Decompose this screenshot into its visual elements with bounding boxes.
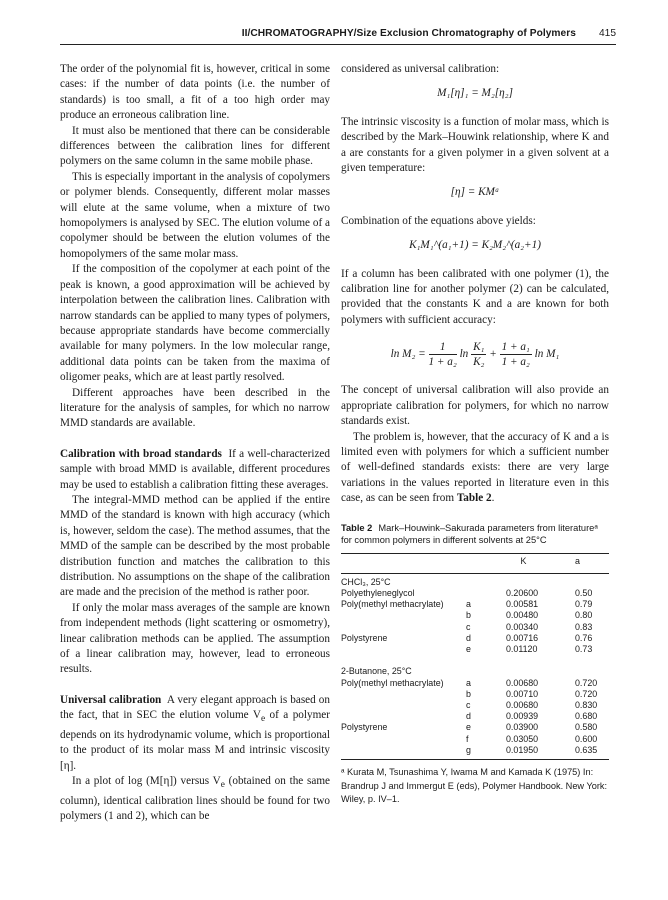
table-cell-k: 0.00340 [506, 621, 539, 632]
table-cell-a: 0.580 [575, 722, 598, 733]
table-cell-k [486, 573, 561, 588]
table-cell-polymer [341, 711, 466, 722]
table-cell-polymer: Polystyrene [341, 722, 388, 733]
section-heading-universal-calibration: Universal calibration [60, 693, 162, 706]
table-row [341, 745, 609, 760]
paragraph: The intrinsic viscosity is a function of molar mass, which is described by the Mark–Houwink relationship, where K and a are constants for a given polymer in a given solvent at a given temperature: [341, 115, 609, 175]
table-cell-polymer: Polystyrene [341, 632, 388, 643]
table-cell-polymer: Poly(methyl methacrylate) [341, 599, 444, 610]
table-cell-polymer: CHCl₃, 25°C [341, 573, 466, 588]
paragraph: If the composition of the copolymer at each point of the peak is known, a good approximation will be achieved by interpolation between the calibration lines. Calibration with narrow standards can be applied to many types of polymers, because appropriate standards have become commercially available for many polymers. In the low molecular range, additional data points can be taken from the maxima of oligomer peaks, which are at least partly resolved. [60, 263, 330, 384]
paragraph: The integral-MMD method can be applied if the entire MMD of the standard is known with high accuracy (which is, however, seldom the case). The method assumes, that the MMD of the sample can be described by the most probable distribution function and matches the calibration to this distribution. No assumptions on the shape of the calibration are made and the precision of the method is rather poor. [60, 493, 330, 599]
table-cell-ref [466, 588, 486, 599]
table-header-row [341, 553, 609, 573]
paragraph: The problem is, however, that the accuracy of K and a is limited even with polymers for which a sufficient number of well-defined standards exists: there are very large variations in the values reported in literature even in this case, as can be seen from Table 2. [341, 430, 609, 505]
running-header [60, 14, 616, 44]
section-heading-broad-standards: Calibration with broad standards [60, 447, 222, 460]
paragraph: Calibration with broad standards If a well-characterized sample with broad MMD is available, different procedures may be used to establish a calibration fitting these averages. [60, 447, 330, 491]
paragraph: This is especially important in the analysis of copolymers or polymer blends. Consequently, different molar masses will elute at the same volume, when a mixture of two homopolymers is analysed by SEC. The elution volume of a copolymer should be between the elution volumes of the homopolymers of the same molar mass. [60, 170, 330, 260]
table-cell-k: 0.00939 [506, 711, 539, 722]
table-cell-k: 0.01950 [486, 745, 561, 760]
paragraph: It must also be mentioned that there can be considerable differences between the calibration lines for different polymers on the same column in the same mobile phase. [60, 124, 330, 168]
table-cell-a [561, 573, 609, 588]
table-cell-a: 0.73 [575, 643, 593, 654]
table-cell-polymer [341, 644, 466, 655]
table-cell-polymer [341, 700, 466, 711]
table-cell-polymer: Poly(methyl methacrylate) [341, 677, 444, 688]
table-cell-k: 0.00581 [506, 599, 539, 610]
table-cell-a: 0.680 [575, 711, 598, 722]
table-cell-k [486, 655, 561, 666]
table-cell-a: 0.635 [561, 745, 609, 760]
page-number: 415 [599, 28, 616, 39]
table-row [341, 700, 609, 711]
table-cell-k: 0.00716 [506, 632, 539, 643]
table-cell-ref: e [466, 722, 471, 733]
paragraph: The order of the polynomial fit is, however, critical in some cases: if the number of data points (i.e. the number of standards) is too small, a fit of a too high order may produce an erroneous calibration line. [60, 63, 330, 122]
paragraph: The concept of universal calibration will also provide an appropriate calibration for polymers, for which no narrow standards exist. [341, 384, 609, 428]
table-cell-ref: g [466, 745, 486, 760]
table-cell-ref: c [466, 699, 471, 710]
table-row [341, 711, 609, 722]
paragraph: Different approaches have been described in the literature for the analysis of samples, for which no narrow MMD standards are available. [60, 386, 330, 430]
equation-combined: K₁M₁^(a₁+1) = K₂M₂^(a₂+1) [409, 239, 541, 252]
table-cell-k: 0.00710 [506, 688, 539, 699]
paragraph: If only the molar mass averages of the sample are known from independent methods (light scattering or osmometry), linear calibration methods can be applied. The assumption of a linear calibration may, however, lead to erroneous results. [60, 601, 330, 676]
table-row [341, 666, 609, 677]
table-cell-ref: b [466, 688, 471, 699]
table-cell-a: 0.600 [575, 733, 598, 744]
table-cell-ref: c [466, 621, 471, 632]
paragraph: In a plot of log (M[η]) versus $V_e$ (obtained on the same column), identical calibration lines should be found for two polymers (1 and 2), which can be [60, 775, 330, 823]
table-cell-k: 0.01120 [506, 643, 538, 654]
left-column [60, 62, 330, 825]
paragraph: Combination of the equations above yields: [341, 214, 536, 227]
table-cell-ref: d [466, 711, 471, 722]
table-cell-ref: e [466, 643, 471, 654]
table-cell-polymer [341, 655, 466, 666]
table-cell-polymer: 2-Butanone, 25°C [341, 666, 412, 677]
table-cell-ref: a [466, 599, 471, 610]
table-row [341, 610, 609, 621]
table-cell-ref [466, 666, 486, 677]
table-cell-a: 0.720 [575, 677, 598, 688]
table-cell-ref: f [466, 733, 469, 744]
table-cell-polymer [341, 610, 466, 621]
table-row [341, 689, 609, 700]
table-row [341, 622, 609, 633]
fraction: $\frac{\text{K₁}}{\text{K₂}}$ [473, 341, 485, 369]
table-reference-link[interactable]: Table 2 [456, 492, 492, 505]
table-row [341, 588, 609, 599]
paragraph: If a column has been calibrated with one polymer (1), the calibration line for another polymer (2) can be calculated, provided that the constants K and a are known for both polymers with sufficient accuracy: [341, 267, 609, 326]
column-header-k: K [486, 553, 561, 573]
table-row [341, 633, 609, 644]
table-cell-ref: d [466, 632, 471, 643]
table-cell-k: 0.00680 [506, 699, 539, 710]
column-header-a: a [561, 553, 609, 573]
mhs-parameters-table [341, 553, 609, 760]
table-cell-k: 0.00480 [506, 610, 539, 621]
table-cell-a [561, 655, 609, 666]
table-cell-ref: a [466, 677, 471, 688]
table-row [341, 599, 609, 610]
table-cell-a: 0.83 [575, 621, 593, 632]
right-column [341, 62, 609, 807]
table-cell-k: 0.03050 [506, 733, 539, 744]
table-cell-k: 0.20600 [506, 587, 539, 598]
table-cell-polymer [341, 689, 466, 700]
fraction: $\frac{1}{\text{1 + a₂}}$ [428, 341, 457, 369]
paragraph: Universal calibration A very elegant approach is based on the fact, that in SEC the elution volume $V_e$ of a polymer depends on its hydrodynamic volume, which is proportional to the product of its molar mass M and intrinsic viscosity [η]. [60, 693, 330, 772]
table-cell-k [486, 666, 561, 677]
table-cell-polymer: Polyethyleneglycol [341, 587, 415, 598]
table-caption-label: Table 2 [341, 522, 373, 533]
table-cell-a: 0.50 [575, 587, 593, 598]
table-row [341, 644, 609, 655]
table-row [341, 734, 609, 745]
table-footnote: ᵃ Kurata M, Tsunashima Y, Iwama M and Kamada K (1975) In: Brandrup J and Immergut E (eds), Polymer Handbook. New York: Wiley, p. IV–1. [341, 766, 608, 805]
table-cell-ref [466, 573, 486, 588]
table-cell-polymer [341, 745, 466, 760]
table-cell-ref: b [466, 610, 471, 621]
table-row [341, 655, 609, 666]
table-row [341, 678, 609, 689]
table-cell-a: 0.76 [575, 632, 593, 643]
table-cell-a: 0.79 [575, 599, 593, 610]
fraction: $\frac{\text{1 + a₁}}{\text{1 + a₂}}$ [501, 341, 530, 369]
table-cell-k: 0.00680 [506, 677, 539, 688]
table-cell-a: 0.720 [575, 688, 598, 699]
equation-log-transform: ln M₂ = $\frac{1}{\text{1 + a₂}}$ ln $\frac{\text{K₁}}{\text{K₂}}$ + $\frac{\text{1 + a₁}}{\text{1 + a₂}}$ ln M₁ [390, 341, 560, 369]
table-cell-k: 0.03900 [506, 722, 539, 733]
running-header-title: II/CHROMATOGRAPHY/Size Exclusion Chromatography of Polymers [241, 28, 576, 39]
table-cell-polymer [341, 622, 466, 633]
table-caption [341, 522, 609, 547]
table-row [341, 573, 609, 588]
equation-mark-houwink: [η] = KMᵃ [450, 186, 500, 199]
table-cell-polymer [341, 734, 466, 745]
equation-universal-calibration: M₁[η]₁ = M₂[η₂] [437, 87, 513, 100]
table-caption-text: Mark–Houwink–Sakurada parameters from literatureᵃ for common polymers in different solvents at 25°C [341, 522, 598, 546]
paragraph: considered as universal calibration: [341, 63, 500, 75]
table-cell-a: 0.80 [575, 610, 593, 621]
header-rule [60, 44, 616, 45]
table-cell-ref [466, 655, 486, 666]
table-cell-a [561, 666, 609, 677]
table-cell-a: 0.830 [575, 699, 598, 710]
table-row [341, 722, 609, 733]
